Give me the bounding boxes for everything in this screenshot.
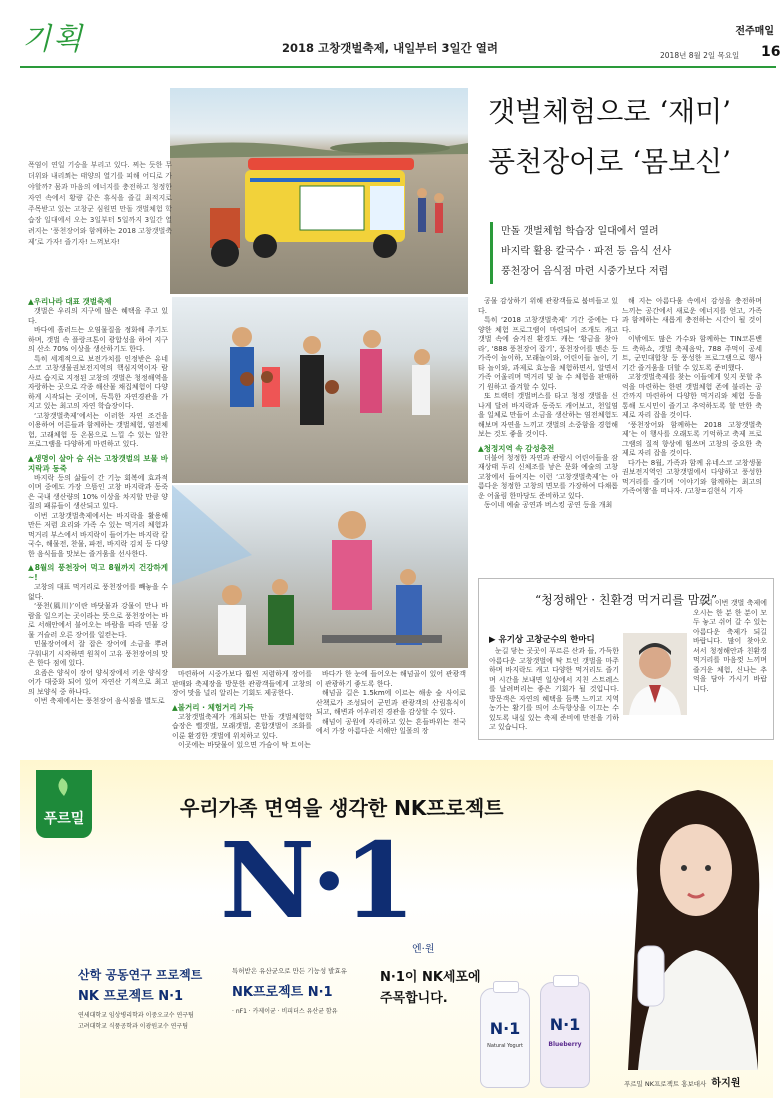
article-title-2: 풍천장어로 ‘몸보신’ bbox=[488, 145, 732, 178]
col1-para-5: 바지락 등의 삶들이 간 기능 회복에 효과적이며 중에도 가장 으뜸인 고창 바지락과 동죽은 국내 생산량의 10% 이상을 차지할 만큼 양질의 패류들이 생산되고 있다. bbox=[28, 473, 168, 510]
col3b-para-1: 바다가 한 눈에 들어오는 해넘골이 있어 관광객이 관광하기 좋도록 한다. bbox=[316, 670, 466, 688]
subhead-3: 풍천장어 음식점 마련 시중가보다 저렴 bbox=[501, 266, 669, 277]
model-caption bbox=[624, 1074, 740, 1089]
paper-name: 전주매일 bbox=[735, 26, 774, 37]
col1-para-9: 민물장어에서 잘 잡은 장어에 소금을 뿌려 구워내기 시작하면 원칙이 고유 풍천장어의 맛은 한다 점에 있다. bbox=[28, 640, 168, 667]
bottle-1-sub: Natural Yogurt bbox=[487, 1043, 523, 1049]
col1-sub-1: ▲우리나라 대표 갯벌축제 bbox=[28, 297, 112, 306]
issue-date: 2018년 8월 2일 목요일 bbox=[660, 51, 740, 60]
col3-para-2: 특히 ‘2018 고창갯벌축제’ 기간 중에는 다양한 체험 프로그램이 마련되어 조개도 캐고 갯벌 속에 숨겨진 환경도 캐는 ‘황금을 찾아라’, ‘888 풍천장어 잡기’, 풍천장어를 맨손 등 가족이 놀이하, 모래놀이와, 어린이들 놀이, 기타 놀이와, 과제로 효능을 체험하면서, 알면서 가족 어울리며 먹거리 및 놀 수 체험을 판매하기 원하고 즐겨할 수 있다. bbox=[478, 316, 618, 391]
col1-para-10: 요즘은 양식이 장어 양식장에서 키운 양식장어가 대중화 되어 있어 자연산 기적으로 최고의 보양식 중 하나다. bbox=[28, 668, 168, 696]
product-bottle-1 bbox=[480, 988, 530, 1088]
col3b-para-3: 해넘이 공원에 자리하고 있는 흔들바위는 전국에서 가장 아름다운 서해안 일몰의 장 bbox=[316, 717, 466, 735]
mayor-illustration bbox=[623, 633, 687, 715]
bottle-1-cap bbox=[493, 981, 519, 993]
block1-title-1: 산학 공동연구 프로젝트 bbox=[78, 968, 203, 982]
header-rule bbox=[20, 66, 776, 68]
brand-logo bbox=[36, 770, 92, 838]
ad-block-2 bbox=[232, 966, 372, 1036]
col3-para-3: 또 트랙터 갯벌버스를 타고 청정 갯벌을 신나게 달려 바지락과 동죽도 캐어보고, 천일염을 일체로 만들어 소금을 생산하는 염전체험도 해보며 자연을 느끼고 갯벌의 소중함을 경험해보는 것도 좋을 것이다. bbox=[478, 392, 618, 438]
interview-text-right bbox=[693, 599, 767, 735]
col4-para-4: ‘풍천장어와 함께하는 2018 고창갯벌축제’는 이 행사를 오래도록 기억하고 축제 프로그램의 질적 향상에 힘쓰며 고창의 중요한 축제로 자리 잡을 것이다. bbox=[622, 420, 762, 457]
article-column-3b bbox=[316, 670, 466, 738]
block1-small-2: 고려대학교 식품공학과 이광원교수 연구팀 bbox=[78, 1023, 189, 1030]
col4-para-2: 이밖에도 많은 가수와 함께하는 TIN코튼밴드 축하쇼, 갯벌 축제음악, 788 주먹이 공세트, 군민대합창 등 풍성한 프로그램으로 행사 기간 즐거움을 더할 수 있도록 준비했다. bbox=[622, 335, 762, 372]
ad-tagline: 우리가족 면역을 생각한 NK프로젝트 bbox=[180, 796, 504, 820]
col3b-para-2: 해넘골 길은 1.5km에 이르는 해송 숲 사이로 산책로가 조성되어 군민과 관광객의 산림휴식이 되고, 해변과 어우러진 경관을 감상할 수 있다. bbox=[316, 689, 466, 716]
col2-para-3: 이곳에는 바닷물이 있으면 가슴이 탁 트이는 bbox=[178, 741, 311, 749]
subhead-2: 바지락 활용 칼국수 · 파전 등 음식 선사 bbox=[501, 246, 672, 257]
col1-para-7: 고창의 대표 먹거리로 풍천장어를 빼놓을 수 없다. bbox=[28, 583, 168, 601]
children-mudflat-photo bbox=[172, 485, 468, 668]
interview-quote: “청정해안 · 친환경 먹거리를 맘껏” bbox=[534, 593, 718, 607]
block3-title-1: N·1이 NK세포에 bbox=[380, 970, 481, 985]
col4-para-1: 해 지는 아름다움 속에서 감성을 충전하며 느끼는 공간에서 새로운 에너지를 얻고, 가족과 함께하는 새롭게 충전하는 시간이 될 것이다. bbox=[622, 297, 762, 334]
mayor-portrait bbox=[623, 633, 687, 715]
article-column-2 bbox=[172, 670, 312, 749]
section-label: 기획 bbox=[22, 22, 84, 57]
model-photo bbox=[598, 770, 768, 1070]
block2-title: NK프로젝트 N·1 bbox=[232, 985, 333, 1000]
col1-para-1: 갯벌은 우리의 지구에 많은 혜택을 주고 있다. bbox=[28, 307, 168, 325]
model-caption-text: 푸르밀 NK프로젝트 홍보대사 bbox=[624, 1080, 707, 1088]
header-headline: 2018 고창갯벌축제, 내일부터 3일간 열려 bbox=[282, 41, 498, 55]
interview-label: ▶ 유기상 고창군수의 한마디 bbox=[489, 635, 595, 645]
family-clam-photo bbox=[172, 297, 468, 483]
article-title-1: 갯벌체험으로 ‘재미’ bbox=[488, 95, 732, 128]
model-name: 하지원 bbox=[711, 1078, 741, 1089]
block1-title-2: NK 프로젝트 N·1 bbox=[78, 989, 184, 1004]
col1-para-8: ‘풍천(風川)’이란 바닷물과 강물이 만나 바람을 일으키는 곳이라는 뜻으로 풍천장어는 바로 서해안에서 불어오는 바람을 따라 민물 강물 거슬러 오른 장어를 일컫는다. bbox=[28, 602, 168, 639]
subhead-block bbox=[490, 222, 771, 284]
bottle-2-sub: Blueberry bbox=[548, 1041, 582, 1048]
page-number: 16 bbox=[761, 44, 781, 60]
product-logo: N·1 bbox=[220, 819, 412, 942]
interview-right-para: 부디 이번 갯벌 축제에 오시는 한 분 한 분이 모두 놓고 쉬어 갈 수 있는 아름다운 축제가 되길 바랍니다. 많이 찾아오셔서 청정해안과 친환경 먹거리를 마음껏 느끼며 즐거운 체험, 신나는 추억을 담아 가시기 바랍니다. bbox=[693, 599, 767, 693]
block2-small: 특허받은 유산균으로 만든 기능성 발효유 bbox=[232, 967, 348, 975]
col3-para-5: 동이네 예술 공연과 버스킹 공연 등을 개최 bbox=[484, 501, 613, 509]
bottle-1-label: N·1 bbox=[489, 1019, 521, 1038]
col1-para-6: 이번 고창갯벌축제에서는 바지락을 활용해 만든 저렴 요리와 가족 수 있는 먹거리 체험과 먹거리 부스에서 바지락이 들어가는 바지락 칼국수, 해물전, 찬물, 파전, 바지락 김치 등 다양한 음식들을 맛보는 즐거움을 선사한다. bbox=[28, 511, 168, 558]
block2-small-2: · nF1 · 카제이균 · 비피더스 유산균 함유 bbox=[232, 1008, 338, 1015]
advertisement bbox=[20, 760, 773, 1098]
leaf-icon bbox=[54, 776, 74, 798]
brand-name: 푸르밀 bbox=[43, 811, 85, 827]
col1-sub-2: ▲생명이 살아 숨 쉬는 고창갯벌의 보물 바지락과 동죽 bbox=[28, 453, 168, 473]
product-subname: 엔·원 bbox=[412, 944, 435, 955]
bottle-2-cap bbox=[553, 975, 579, 987]
photo-caption-text: 폭염이 연일 기승을 부리고 있다. 찌는 듯한 무더위와 내리쬐는 태양의 열기를 피해 어디로 가야할까? 몸과 마음의 에너지를 충전하고 청정한 자연 속에서 황량 같은 휴식을 즐길 최적지로 주목받고 있는 고창군 심원면 만돌 갯벌체험 학습장 일대에서 오는 3일부터 5일까지 3일간 열려지는 ‘풍천장어와 함께하는 2018 고창갯벌축제’로 가자! 즐기자! 느껴보자! bbox=[28, 161, 172, 246]
interview-left-para: 눈길 닿는 곳곳이 푸르른 산과 들, 가득한 아름다운 고창갯벌에 탁 트인 갯벌을 마주하며 바지락도 캐고 다양한 먹거리도 즐기며 시간을 보내면 일상에서 지친 스트레스를 날려버리는 좋은 기회가 될 것입니다. 방문객은 자연의 혜택을 듬뿍 느끼고 지역농가는 활기를 띄어 소득향상을 이끄는 수 있도록 내실 있는 축제 준비에 만전을 기하고 있습니다. bbox=[489, 647, 619, 731]
article-column-4 bbox=[622, 297, 762, 565]
page-header bbox=[0, 0, 782, 66]
col1-para-2: 바다에 흘러드는 오염물질을 정화해 주기도 하며, 갯벌 속 플랑크톤이 광합성을 하여 지구의 산소 70% 이상을 생산하기도 한다. bbox=[28, 326, 168, 353]
col4-para-3: 고창갯벌축제를 찾는 이들에게 잊지 못할 추억을 마련하는 한편 갯벌체험 존에 불리는 공간까지 마련하여 다양한 먹거리와 체험 등을 통해 도시민이 즐기고 추억하도록 할 만한 축제로 자리 잡을 것이다. bbox=[622, 373, 762, 419]
col3-sub-1: ▲청정지역 속 감성충전 bbox=[478, 443, 555, 453]
ad-block-1 bbox=[78, 966, 228, 1036]
children-illustration bbox=[172, 485, 468, 668]
tractor-bus-photo bbox=[170, 88, 468, 294]
family-illustration bbox=[172, 297, 468, 483]
col2-para-1: 마련하여 시중가보다 훨씬 저렴하게 장어를 판매와 축제장을 방문한 관광객들에게 고창의 장어 맛을 널리 알리는 기회도 제공한다. bbox=[172, 670, 312, 697]
block3-title-2: 주목합니다. bbox=[380, 991, 448, 1006]
col3-para-1: 공물 감상하기 위해 관광객들로 붐비들고 있다. bbox=[478, 297, 618, 315]
col1-para-3: 특히 세계적으로 보전가치를 인정받은 유네스코 고창생물권보전지역의 핵심지역이자 람사르 습지로 지정된 고창의 갯벌은 청정해역을 자랑하는 곳으로 각종 해산물 채집체험이 다양하게 시작되는 곳이며, 독특한 자연경관을 가지고 있는 최고의 자연 학습장이다. bbox=[28, 354, 168, 410]
article-column-1 bbox=[28, 297, 168, 737]
col1-sub-3: ▲8월의 풍천장어 먹고 8월까지 건강하게~! bbox=[28, 563, 168, 582]
col1-para-11: 이번 축제에서는 풍천장어 음식점을 별도로 bbox=[34, 697, 165, 705]
col1-para-4: ‘고창갯벌축제’에서는 이러한 자연 조건을 이용하여 어른들과 함께하는 갯벌체험, 염전체험, 고래체험 등 온몸으로 느낄 수 있는 알찬 프로그램을 다양하게 마련하고 있다. bbox=[28, 411, 168, 448]
col3-para-4: 더불어 청정한 자연과 관람시 어린이들을 잠재상태 두리 신체조를 낳은 문화 예술의 고창 고창에서 들여지는 이런 ‘고창갯벌축제’는 아름다운 청정한 고창의 면모를 가장하여 다채롭운 어울림 한마당도 준비하고 있다. bbox=[478, 453, 618, 500]
photo-caption bbox=[28, 160, 172, 280]
block1-small-1: 연세대학교 임상병리학과 이중오교수 연구팀 bbox=[78, 1012, 194, 1019]
model-illustration bbox=[598, 770, 768, 1070]
tractor-bus-illustration bbox=[170, 88, 468, 294]
bottle-2-label: N·1 bbox=[549, 1015, 581, 1034]
interview-text-left bbox=[489, 647, 619, 737]
subhead-1: 만돌 갯벌체험 학습장 일대에서 열려 bbox=[501, 226, 659, 237]
col2-sub-1: ▲볼거리 · 체험거리 가득 bbox=[172, 702, 254, 712]
col4-para-5: 다가는 8월, 가족과 함께 유네스코 고창생물권보전지역인 고창갯벌에서 다양하고 풍성한 먹거리를 즐기며 ‘이야기와 함께하는 최고의 가족여행’을 떠나자. /고창=김현식 기자 bbox=[622, 458, 762, 495]
product-bottle-2 bbox=[540, 982, 590, 1088]
interview-box bbox=[478, 578, 774, 740]
col2-para-2: 고창갯벌축제가 개최되는 만돌 갯벌체험학습장은 뻘갯벌, 모래갯벌, 혼합갯벌이 조화를 이룬 환경한 갯벌에 위치하고 있다. bbox=[172, 712, 312, 740]
